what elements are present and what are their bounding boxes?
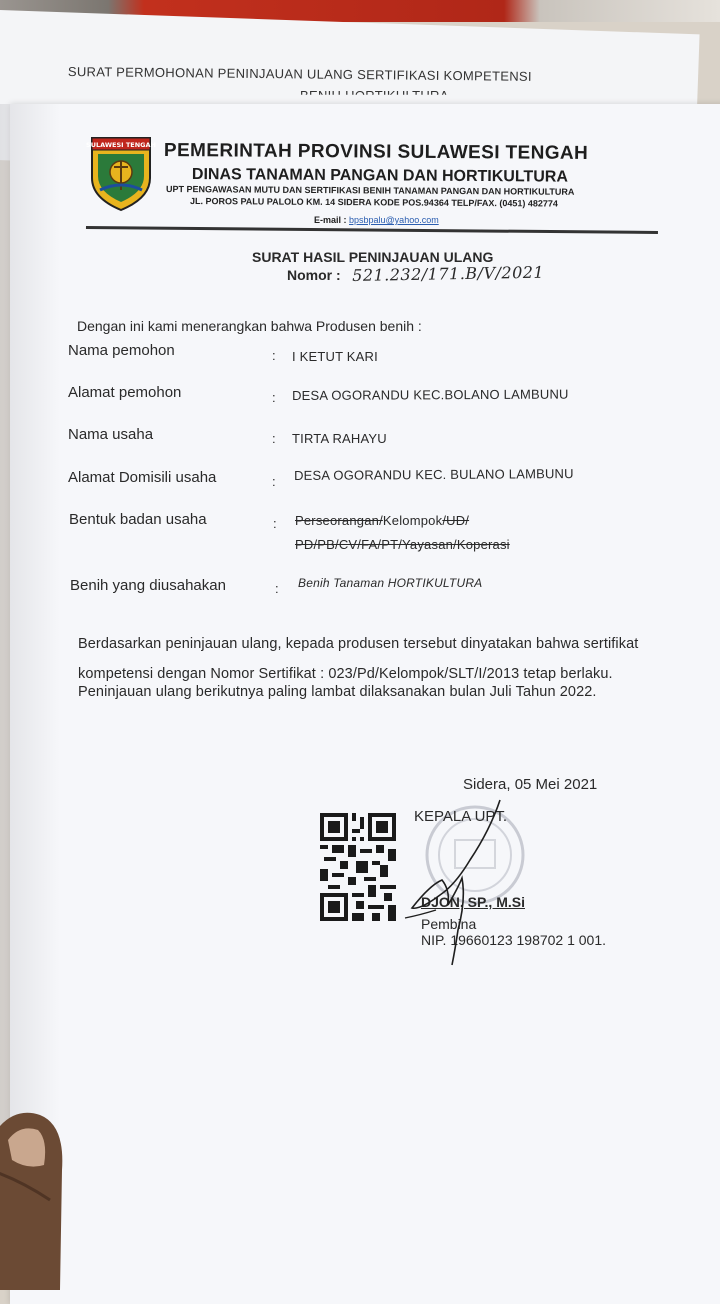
- qr-code: [320, 812, 396, 922]
- letterhead-government: PEMERINTAH PROVINSI SULAWESI TENGAH: [163, 140, 589, 164]
- field-colon: :: [272, 348, 276, 363]
- email-link[interactable]: bpsbpalu@yahoo.com: [349, 215, 439, 225]
- field-colon: :: [273, 516, 277, 531]
- back-page-title: SURAT PERMOHONAN PENINJAUAN ULANG SERTIFIKASI KOMPETENSI: [67, 64, 532, 84]
- letterhead-email: [314, 215, 439, 225]
- field-value-business-name: TIRTA RAHAYU: [292, 431, 387, 446]
- field-label-applicant-address: Alamat pemohon: [68, 384, 182, 401]
- email-label: E-mail :: [314, 215, 350, 225]
- field-value-business-form: [295, 513, 469, 528]
- province-emblem-logo: [86, 132, 156, 212]
- signatory-nip: NIP. 19660123 198702 1 001.: [421, 932, 607, 948]
- letter-number-handwritten: 521.232/171.B/V/2021: [352, 262, 545, 285]
- field-label-seed-type: Benih yang diusahakan: [70, 577, 226, 594]
- thumb-holding-page: [0, 1110, 80, 1290]
- field-label-applicant-name: Nama pemohon: [68, 342, 175, 359]
- letterhead-address: JL. POROS PALU PALOLO KM. 14 SIDERA KODE POS.94364 TELP/FAX. (0451) 482774: [189, 196, 558, 209]
- business-form-struck-options-line2: PD/PB/CV/FA/PT/Yayasan/Koperasi: [295, 537, 510, 552]
- field-label-business-name: Nama usaha: [68, 426, 154, 443]
- business-form-struck-option: /UD/: [442, 513, 470, 528]
- paragraph-line-1: Berdasarkan peninjauan ulang, kepada produsen tersebut dinyatakan bahwa sertifikat: [78, 636, 639, 652]
- letter-number-label: Nomor :: [287, 267, 341, 283]
- field-label-business-address: Alamat Domisili usaha: [68, 469, 217, 486]
- field-value-business-address: DESA OGORANDU KEC. BULANO LAMBUNU: [294, 466, 574, 483]
- field-colon: :: [272, 474, 276, 489]
- letterhead-unit: UPT PENGAWASAN MUTU DAN SERTIFIKASI BENIH TANAMAN PANGAN DAN HORTIKULTURA: [165, 184, 575, 197]
- field-value-applicant-name: I KETUT KARI: [292, 349, 378, 364]
- intro-text: Dengan ini kami menerangkan bahwa Produsen benih :: [77, 318, 422, 334]
- letter-title: SURAT HASIL PENINJAUAN ULANG: [252, 249, 494, 265]
- signature-place-date: Sidera, 05 Mei 2021: [463, 776, 598, 793]
- field-value-seed-type: Benih Tanaman HORTIKULTURA: [298, 576, 483, 590]
- field-colon: :: [272, 390, 276, 405]
- signature-position: KEPALA UPT.: [414, 808, 508, 825]
- field-value-applicant-address: DESA OGORANDU KEC.BOLANO LAMBUNU: [292, 386, 569, 403]
- handwritten-signature: [400, 790, 530, 970]
- paragraph-line-3: Peninjauan ulang berikutnya paling lambat dilaksanakan bulan Juli Tahun 2022.: [78, 684, 597, 700]
- field-colon: :: [272, 431, 276, 446]
- logo-text: SULAWESI TENGAH: [86, 141, 156, 149]
- signatory-rank: Pembina: [421, 916, 477, 932]
- business-form-selected: Kelompok: [382, 513, 443, 528]
- field-label-business-form: Bentuk badan usaha: [69, 511, 207, 528]
- paragraph-line-2: kompetensi dengan Nomor Sertifikat : 023/Pd/Kelompok/SLT/I/2013 tetap berlaku.: [78, 666, 613, 682]
- signatory-name: DJON, SP., M.Si: [421, 894, 525, 910]
- field-colon: :: [275, 581, 279, 596]
- business-form-struck-option: Perseorangan/: [295, 513, 383, 528]
- letterhead-department: DINAS TANAMAN PANGAN DAN HORTIKULTURA: [191, 166, 568, 186]
